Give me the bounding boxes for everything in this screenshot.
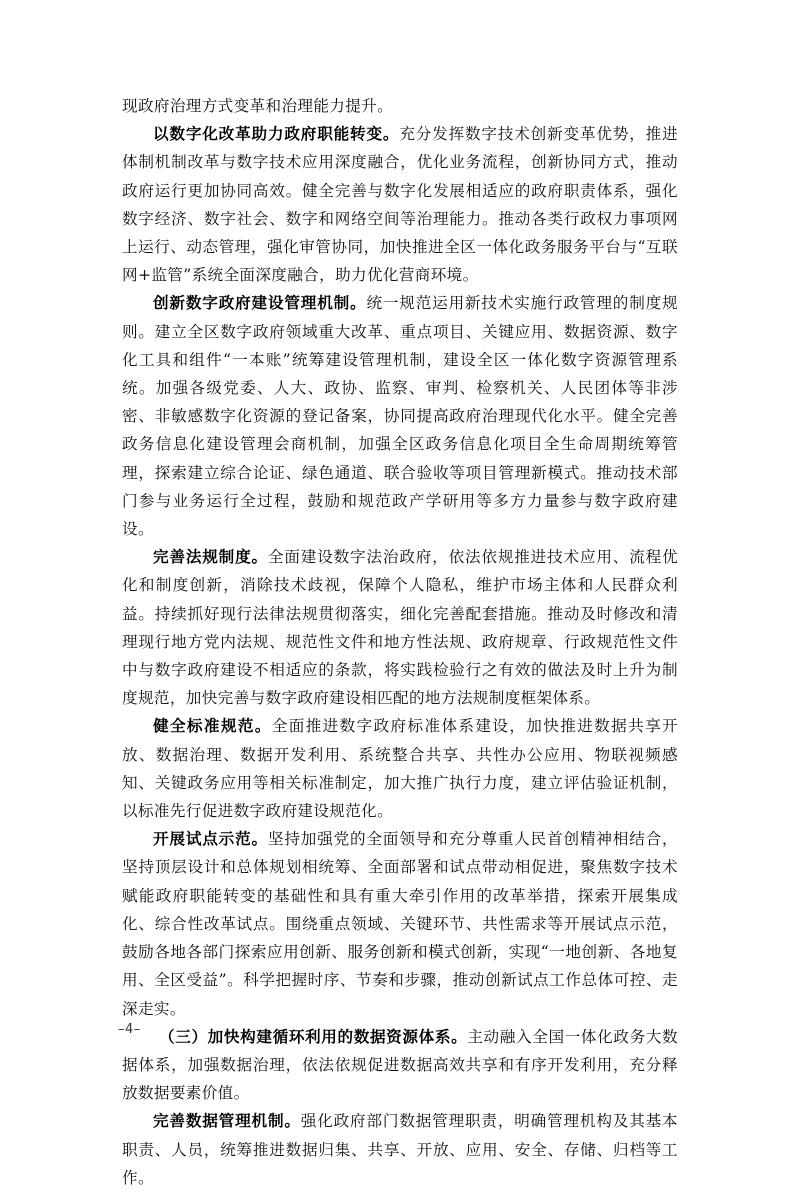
paragraph-text: 主动融入全国一体化政务大数据体系，加强数据治理，依法依规促进数据高效共享和有序开发利用，充分释放数据要素价值。: [122, 1027, 678, 1103]
paragraph-text: 统一规范运用新技术实施行政管理的制度规则。建立全区数字政府领域重大改革、重点项目、关键应用、数据资源、数字化工具和组件“一本账”统筹建设管理机制，建设全区一体化数字资源管理系统。加强各级党委、人大、政协、监察、审判、检察机关、人民团体等非涉密、非敏感数字化资源的登记备案，协同提高政府治理现代化水平。健全完善政务信息化建设管理会商机制，加强全区政务信息化项目全生命周期统筹管理，探索建立综合论证、绿色通道、联合验收等项目管理新模式。推动技术部门参与业务运行全过程，鼓励和规范政产学研用等多方力量参与数字政府建设。: [122, 294, 678, 539]
paragraph-continuation: [122, 92, 678, 120]
page-number: –4–: [118, 1022, 141, 1037]
paragraph-text: 坚持加强党的全面领导和充分尊重人民首创精神相结合，坚持顶层设计和总体规划相统筹、全面部署和试点带动相促进，聚焦数字技术赋能政府职能转变的基础性和具有重大牵引作用的改革举措，探索开展集成化、综合性改革试点。围绕重点领域、关键环节、共性需求等开展试点示范，鼓励各地各部门探索应用创新、服务创新和模式创新，实现“一地创新、各地复用、全区受益”。科学把握时序、节奏和步骤，推动创新试点工作总体可控、走深走实。: [122, 830, 678, 1018]
paragraph-heading: 创新数字政府建设管理机制。: [153, 293, 367, 313]
paragraph-text: 强化政府部门数据管理职责，明确管理机构及其基本职责、人员，统筹推进数据归集、共享、开放、应用、安全、存储、归档等工作。: [122, 1112, 678, 1187]
document-body: [122, 92, 678, 1192]
paragraph-heading: 以数字化改革助力政府职能转变。: [153, 124, 400, 144]
paragraph-heading: 健全标准规范。: [153, 716, 272, 736]
paragraph-heading: 开展试点示范。: [153, 829, 268, 849]
paragraph-data-management: [122, 1107, 678, 1192]
paragraph-management-mechanism: [122, 289, 678, 543]
paragraph-text: 充分发挥数字技术创新变革优势，推进体制机制改革与数字技术应用深度融合，优化业务流程，创新协同方式，推动政府运行更加协同高效。健全完善与数字化发展相适应的政府职责体系，强化数字经济、数字社会、数字和网络空间等治理能力。推动各类行政权力事项网上运行、动态管理，强化审管协同，加快推进全区一体化政务服务平台与“互联网+监管”系统全面深度融合，助力优化营商环境。: [122, 125, 678, 285]
paragraph-section-three: [122, 1023, 678, 1108]
paragraph-standards: [122, 712, 678, 825]
section-heading: （三）加快构建循环利用的数据资源体系。: [159, 1026, 468, 1046]
paragraph-pilot-demonstration: [122, 825, 678, 1022]
paragraph-heading: 完善数据管理机制。: [153, 1111, 301, 1131]
paragraph-government-functions: [122, 120, 678, 289]
paragraph-text: 现政府治理方式变革和治理能力提升。: [122, 97, 394, 115]
paragraph-text: 全面推进数字政府标准体系建设，加快推进数据共享开放、数据治理、数据开发利用、系统整合共享、共性办公应用、物联视频感知、关键政务应用等相关标准制定，加大推广执行力度，建立评估验证机制，以标准先行促进数字政府建设规范化。: [122, 717, 678, 821]
paragraph-heading: 完善法规制度。: [153, 547, 268, 567]
paragraph-text: 全面建设数字法治政府，依法依规推进技术应用、流程优化和制度创新，消除技术歧视，保障个人隐私，维护市场主体和人民群众利益。持续抓好现行法律法规贯彻落实，细化完善配套措施。推动及时修改和清理现行地方党内法规、规范性文件和地方性法规、政府规章、行政规范性文件中与数字政府建设不相适应的条款，将实践检验行之有效的做法及时上升为制度规范，加快完善与数字政府建设相匹配的地方法规制度框架体系。: [122, 548, 678, 708]
paragraph-regulations: [122, 543, 678, 712]
